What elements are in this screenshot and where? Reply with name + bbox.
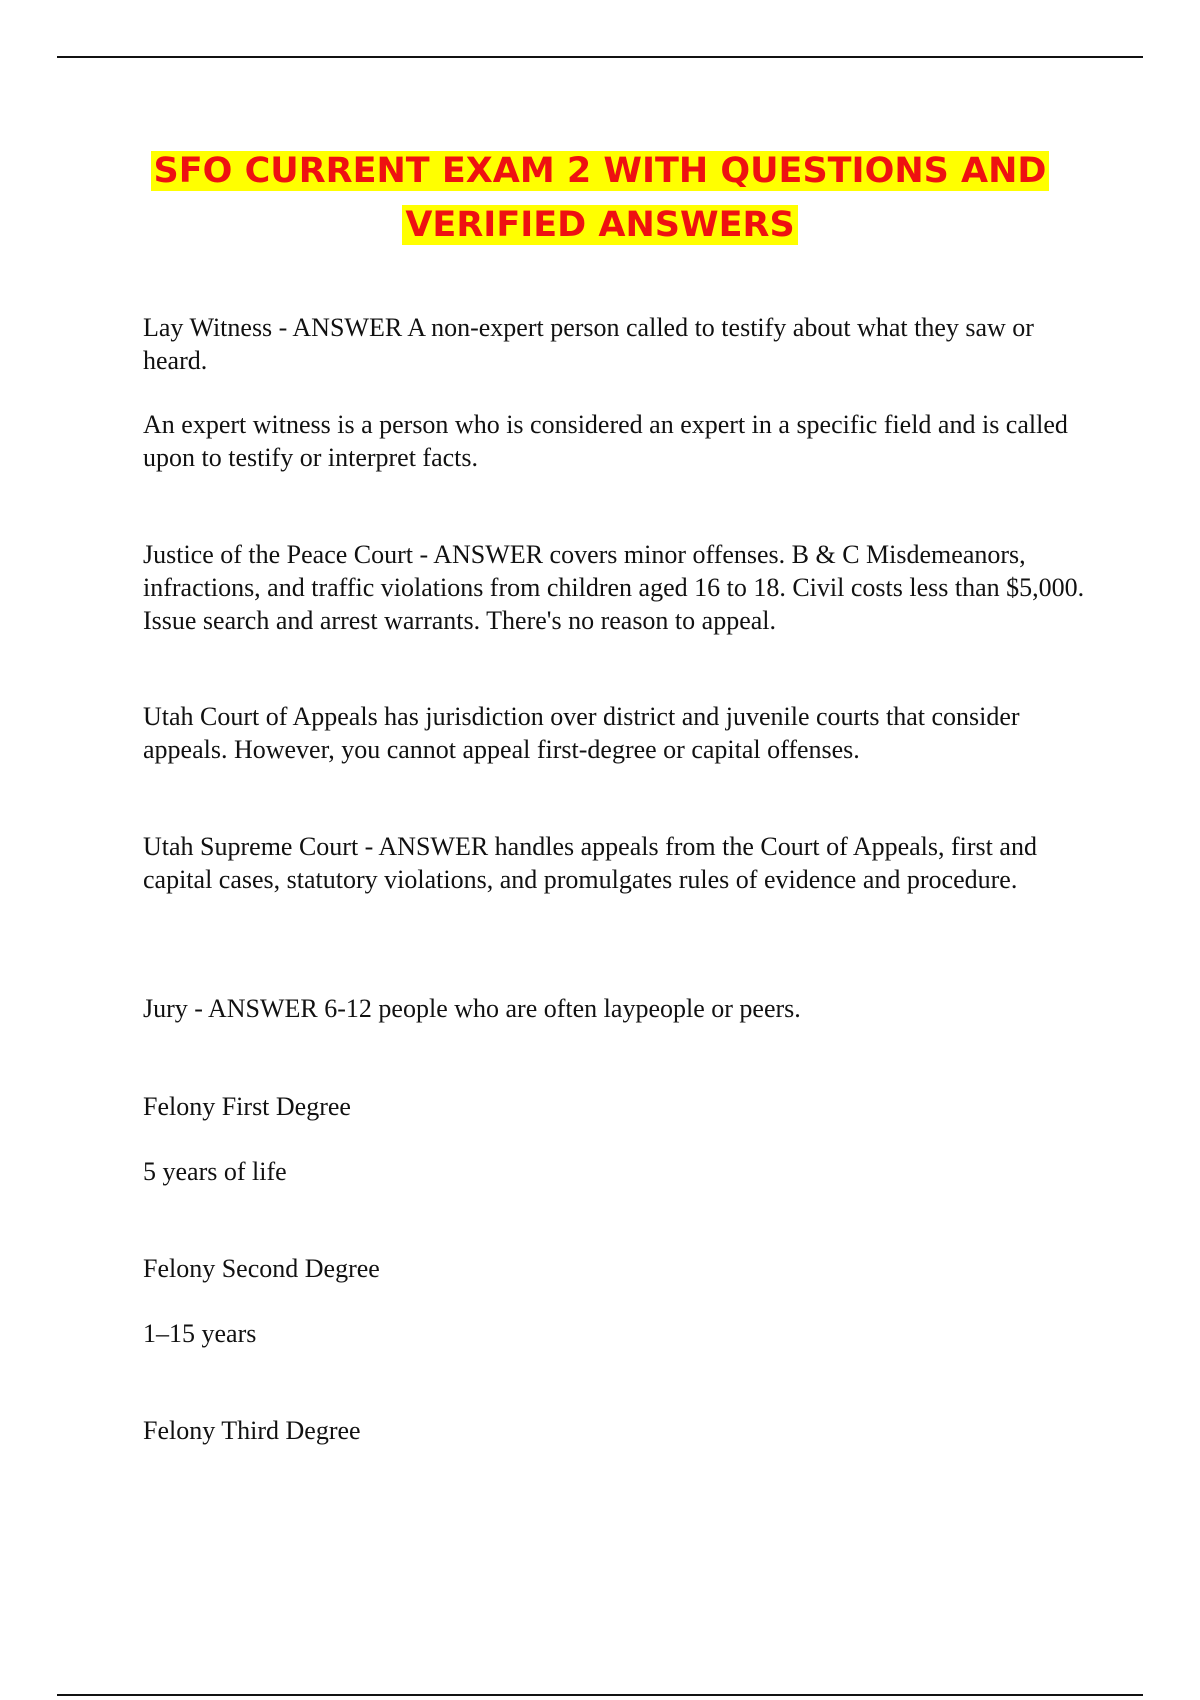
- paragraph-felony-second-sentence: 1–15 years: [143, 1319, 257, 1348]
- paragraph-justice-of-peace: Justice of the Peace Court - ANSWER covers minor offenses. B & C Misdemeanors, infractions, and traffic violations from children aged 16 to 18. Civil costs less than $5,000. Issue search and arrest warrants. There's no reason to appeal.: [143, 540, 1085, 635]
- paragraph-felony-second: Felony Second Degree: [143, 1254, 380, 1283]
- document-title: [0, 144, 1200, 252]
- header-rule: [57, 56, 1143, 58]
- paragraph-felony-first: Felony First Degree: [143, 1092, 351, 1121]
- paragraph-felony-first-sentence: 5 years of life: [143, 1157, 287, 1186]
- footer-rule: [57, 1694, 1143, 1696]
- title-line-2: VERIFIED ANSWERS: [0, 198, 1200, 252]
- paragraph-felony-third: Felony Third Degree: [143, 1416, 361, 1445]
- paragraph-court-of-appeals: Utah Court of Appeals has jurisdiction over district and juvenile courts that consider appeals. However, you cannot appeal first-degree or capital offenses.: [143, 702, 1020, 764]
- paragraph-expert-witness: An expert witness is a person who is considered an expert in a specific field and is called upon to testify or interpret facts.: [143, 410, 1068, 472]
- paragraph-lay-witness: Lay Witness - ANSWER A non-expert person called to testify about what they saw or heard.: [143, 313, 1034, 375]
- title-line-1: SFO CURRENT EXAM 2 WITH QUESTIONS AND: [0, 144, 1200, 198]
- paragraph-jury: Jury - ANSWER 6-12 people who are often laypeople or peers.: [143, 994, 801, 1023]
- paragraph-supreme-court: Utah Supreme Court - ANSWER handles appeals from the Court of Appeals, first and capital cases, statutory violations, and promulgates rules of evidence and procedure.: [143, 832, 1037, 894]
